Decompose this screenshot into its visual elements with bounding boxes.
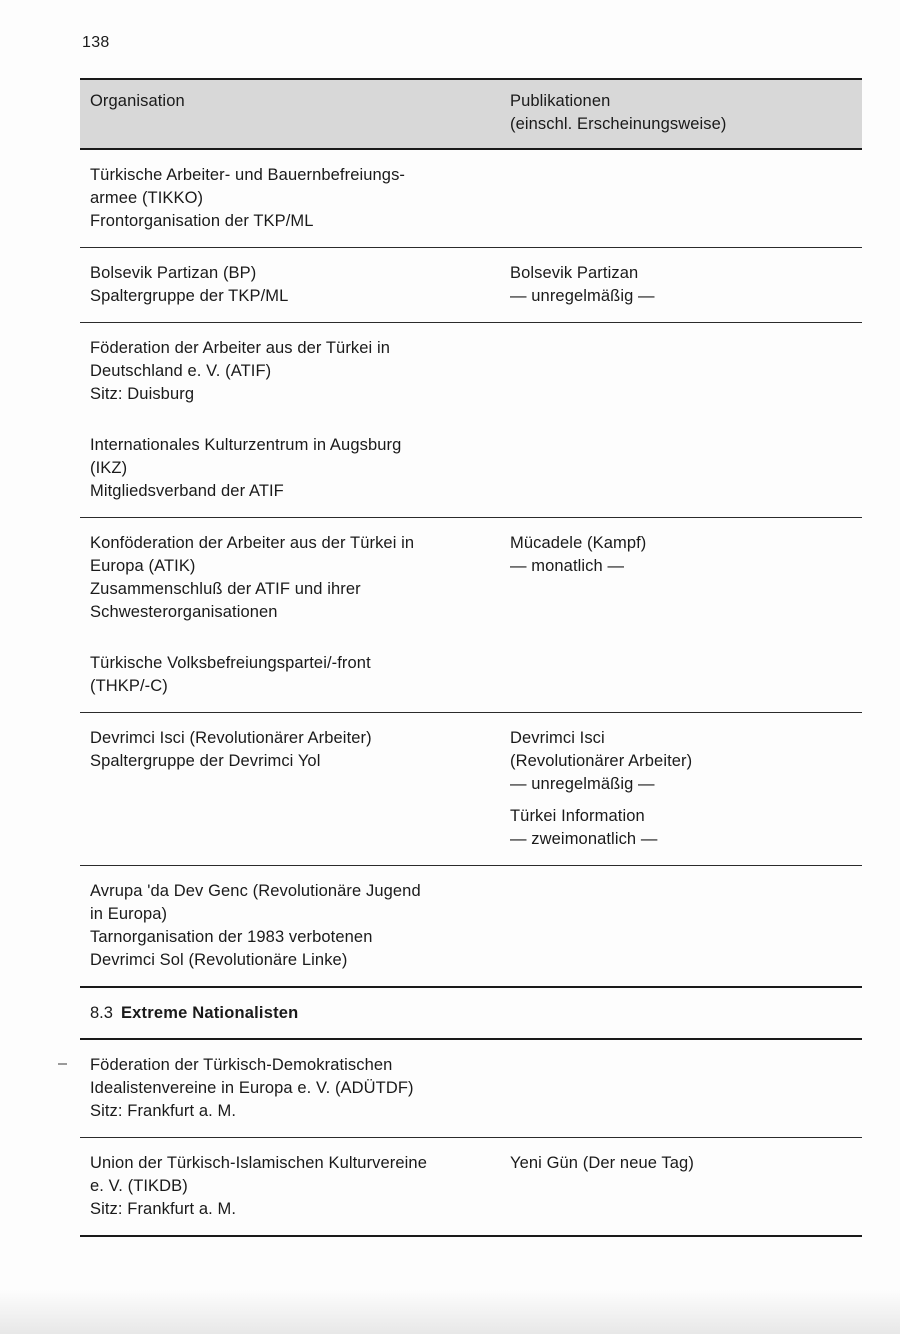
row-organisation [80,880,510,972]
row-organisation [80,532,510,624]
table-header-row [80,80,862,148]
row-line: Sitz: Duisburg [90,385,195,403]
header-cell-publications [510,90,862,136]
row-line: Sitz: Frankfurt a. M. [90,1200,237,1218]
row-line: Schwesterorganisationen [90,603,278,621]
row-line: Föderation der Türkisch-Demokratischen [90,1056,393,1074]
publication-spacer [510,796,862,805]
table-row [80,866,862,986]
row-line: Sitz: Frankfurt a. M. [90,1102,237,1120]
row-line: Bolsevik Partizan [510,264,639,282]
row-publications [510,1152,862,1221]
row-organisation [80,262,510,308]
row-line: (Revolutionärer Arbeiter) [510,752,693,770]
section-number: 8.3 [90,1004,113,1022]
table-row [80,248,862,322]
row-line: (IKZ) [90,459,128,477]
row-line: Union der Türkisch-Islamischen Kulturvereine [90,1154,427,1172]
row-line: Türkische Arbeiter- und Bauernbefreiungs- [90,166,406,184]
row-line: Deutschland e. V. (ATIF) [90,362,272,380]
header-line: Publikationen [510,92,611,110]
row-line: Europa (ATIK) [90,557,196,575]
row-line: — unregelmäßig — [510,287,655,305]
row-line: Yeni Gün (Der neue Tag) [510,1154,694,1172]
row-organisation [80,1152,510,1221]
organisation-publications-table [80,78,862,1237]
header-line: Organisation [90,92,185,110]
row-line: — zweimonatlich — [510,830,658,848]
table-row [80,323,862,420]
table-row [80,1138,862,1235]
row-line: Mücadele (Kampf) [510,534,647,552]
row-publications [510,652,862,698]
row-line: — monatlich — [510,557,625,575]
row-line: Spaltergruppe der Devrimci Yol [90,752,321,770]
row-organisation [80,164,510,233]
table-row [80,420,862,517]
section-title: Extreme Nationalisten [120,1004,299,1022]
row-line: Türkei Information [510,807,645,825]
row-line: in Europa) [90,905,168,923]
page-edge-shadow [0,1290,900,1334]
row-line: Avrupa 'da Dev Genc (Revolutionäre Jugend [90,882,421,900]
row-line: Internationales Kulturzentrum in Augsburg [90,436,402,454]
row-line: (THKP/-C) [90,677,168,695]
row-organisation [80,727,510,851]
table-row [80,713,862,865]
row-line: e. V. (TIKDB) [90,1177,188,1195]
row-publications [510,337,862,406]
row-line: Türkische Volksbefreiungspartei/-front [90,654,371,672]
row-publications [510,1054,862,1123]
row-line: Frontorganisation der TKP/ML [90,212,314,230]
row-line: Idealistenvereine in Europa e. V. (ADÜTDF) [90,1079,414,1097]
section-heading [80,988,862,1038]
row-publications [510,727,862,851]
row-publications [510,164,862,233]
row-line: Bolsevik Partizan (BP) [90,264,257,282]
row-organisation [80,337,510,406]
row-organisation [80,652,510,698]
table-bottom-rule [80,1235,862,1237]
row-line: Devrimci Sol (Revolutionäre Linke) [90,951,348,969]
row-organisation [80,434,510,503]
table-row [80,638,862,712]
row-line: Spaltergruppe der TKP/ML [90,287,289,305]
row-publications [510,880,862,972]
row-line: Konföderation der Arbeiter aus der Türkei in [90,534,415,552]
row-line: Föderation der Arbeiter aus der Türkei in [90,339,391,357]
row-line: Tarnorganisation der 1983 verbotenen [90,928,373,946]
page-number: 138 [82,34,110,51]
row-organisation [80,1054,510,1123]
row-line: Mitgliedsverband der ATIF [90,482,284,500]
header-cell-organisation [80,90,510,136]
row-line: Zusammenschluß der ATIF und ihrer [90,580,361,598]
row-line: Devrimci Isci (Revolutionärer Arbeiter) [90,729,372,747]
table-row [80,150,862,247]
table-row [80,1040,862,1137]
table-row [80,518,862,638]
header-line: (einschl. Erscheinungsweise) [510,115,727,133]
row-line: — unregelmäßig — [510,775,655,793]
margin-mark [58,1063,67,1065]
row-line: armee (TIKKO) [90,189,204,207]
row-publications [510,434,862,503]
row-publications [510,262,862,308]
row-publications [510,532,862,624]
row-line: Devrimci Isci [510,729,605,747]
